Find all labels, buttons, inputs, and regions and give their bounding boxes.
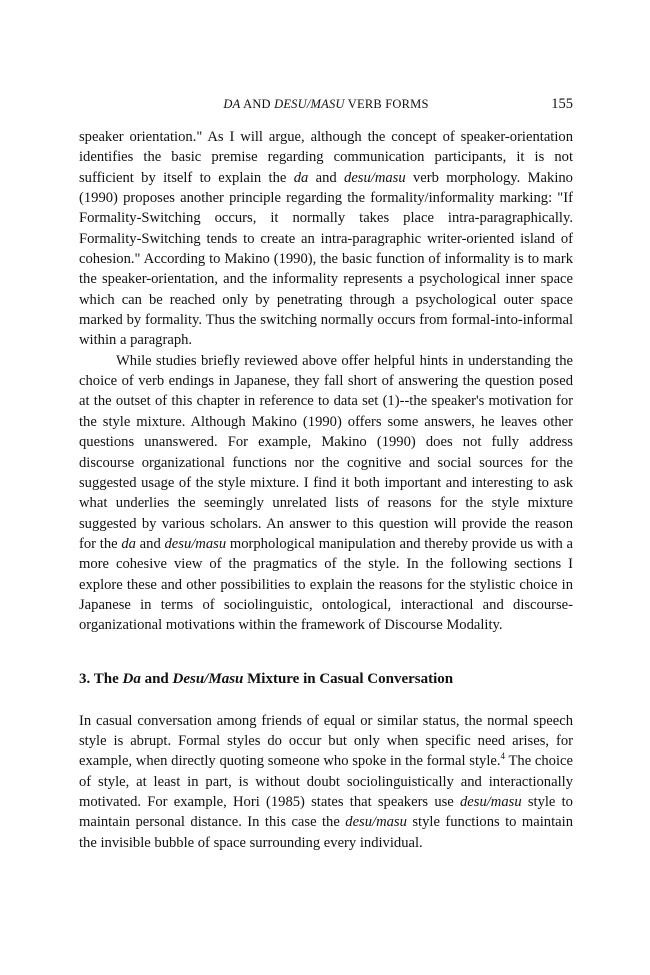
- italic-term: desu/masu: [344, 169, 406, 186]
- italic-term: da: [121, 535, 136, 552]
- italic-term: desu/masu: [460, 793, 522, 810]
- book-page: [79, 94, 573, 853]
- text-run: speaker orientation." As I will argue, although the concept of speaker-orientation identifies the basic premise regarding communication participants, it is not sufficient by itself to explain the: [79, 129, 573, 186]
- text-run: and: [308, 169, 345, 186]
- text-run: The choice of style, at least in part, is without doubt sociolinguistically and interactionally motivated. For example, Hori (1985) states that speakers use: [79, 753, 573, 810]
- running-title-part: DA: [223, 97, 241, 111]
- text-run: style to maintain personal distance. In this case the: [79, 793, 573, 831]
- text-run: While studies briefly reviewed above offer helpful hints in understanding the choice of verb endings in Japanese, they fall short of answering the question posed at the outset of this chapter in reference to data set (1)--the speaker's motivation for the style mixture. Although Makino (1990) offers some answers, he leaves other questions unanswered. For example, Makino (1990) does not fully address discourse organizational functions nor the cognitive and social sources for the suggested usage of the style mixture. I find it both important and interesting to ask what underlies the seemingly unrelated lists of reasons for the style mixture suggested by various scholars. An answer to this question will provide the reason for the: [79, 352, 573, 552]
- page-number: 155: [551, 96, 573, 112]
- italic-term: desu/masu: [345, 814, 407, 831]
- running-title: [79, 94, 573, 114]
- text-run: and: [135, 535, 165, 552]
- footnote-marker: 4: [500, 751, 506, 762]
- paragraph: [79, 127, 573, 351]
- text-run: style functions to maintain the invisible bubble of space surrounding every individual.: [79, 814, 573, 851]
- text-run: 3. The: [79, 670, 123, 687]
- running-title-part: AND: [240, 97, 275, 111]
- section-heading: [79, 669, 573, 689]
- text-run: Mixture in Casual Conversation: [243, 670, 454, 687]
- text-run: morphological manipulation and thereby provide us with a more cohesive view of the pragmatics of the style. In the following sections I explore these and other possibilities to explain the reasons for the stylistic choice in Japanese in terms of sociolinguistic, ontological, interactional and discourse-organizational motivations within the framework of Discourse Modality.: [79, 535, 573, 634]
- italic-term: Da: [122, 670, 141, 687]
- italic-term: desu/masu: [164, 535, 227, 552]
- paragraph: [79, 711, 573, 853]
- paragraph: [79, 351, 573, 636]
- running-title-part: VERB FORMS: [344, 97, 429, 111]
- running-title-part: DESU/MASU: [274, 97, 345, 111]
- running-head: [79, 94, 573, 114]
- text-run: and: [140, 670, 173, 687]
- italic-term: Desu/Masu: [172, 670, 244, 687]
- text-run: In casual conversation among friends of equal or similar status, the normal speech style is abrupt. Formal styles do occur but only when specific need arises, for example, when directly quoting someone who spoke in the formal style.: [79, 712, 573, 770]
- body-text-after-heading: [79, 711, 573, 853]
- body-text-before-heading: [79, 127, 573, 636]
- text-run: verb morphology. Makino (1990) proposes another principle regarding the formality/informality marking: "If Formality-Switching occurs, it normally takes place intra-paragraphically. Formality-Switching tends to create an intra-paragraphic writer-oriented island of cohesion." According to Makino (1990), the basic function of informality is to mark the speaker-orientation, and the informality represents a psychological inner space which can be reached only by penetrating through a psychological outer space marked by formality. Thus the switching normally occurs from formal-into-informal within a paragraph.: [79, 169, 573, 349]
- italic-term: da: [293, 169, 309, 186]
